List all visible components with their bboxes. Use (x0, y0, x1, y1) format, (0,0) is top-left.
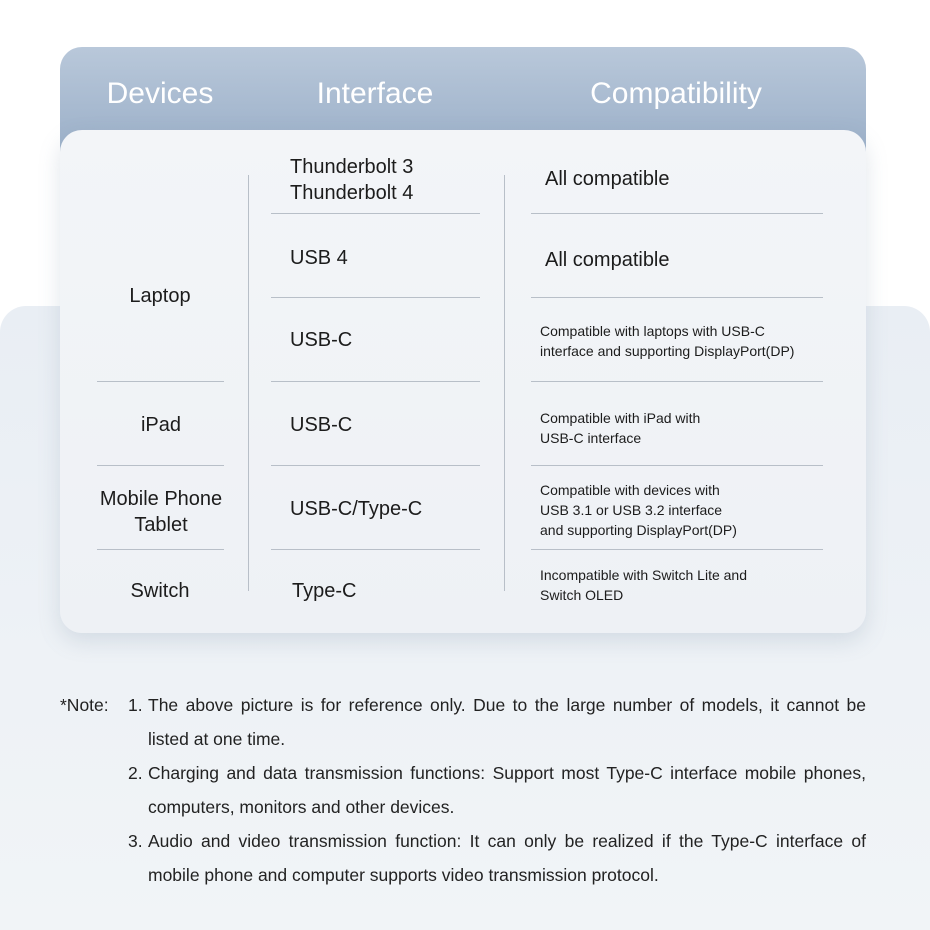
device-switch (60, 577, 260, 605)
device-laptop (60, 282, 260, 310)
compatibility-text: Switch OLED (540, 587, 624, 603)
compatibility-cell (540, 480, 825, 540)
row-divider (97, 549, 224, 550)
compatibility-cell (540, 408, 825, 448)
note-item (128, 824, 866, 892)
compatibility-text: Compatible with iPad with (540, 410, 701, 426)
device-ipad-label: iPad (140, 414, 182, 436)
interface-cell (292, 577, 492, 605)
device-mobile-tablet (60, 485, 262, 539)
interface-label: USB-C (290, 329, 353, 351)
row-divider (531, 297, 823, 298)
compatibility-text: USB 3.1 or USB 3.2 interface (540, 502, 723, 518)
row-divider (531, 381, 823, 382)
row-divider (97, 465, 224, 466)
note-number: 2. (128, 763, 143, 783)
compatibility-text: All compatible (545, 249, 670, 271)
row-divider (531, 465, 823, 466)
device-switch-label: Switch (130, 580, 190, 602)
interface-cell (290, 411, 490, 439)
header-interface: Interface (316, 77, 434, 110)
note-text: The above picture is for reference only. Due to the large number of models, it cannot be listed at one time. (148, 695, 866, 749)
row-divider (271, 213, 480, 214)
note-text: Audio and video transmission function: It can only be realized if the Type-C interface of mobile phone and computer supports video transmission protocol. (148, 831, 866, 885)
note-item (128, 756, 866, 824)
compatibility-text: Incompatible with Switch Lite and (540, 567, 747, 583)
row-divider (271, 381, 480, 382)
row-divider (531, 213, 823, 214)
device-laptop-label: Laptop (129, 285, 191, 307)
interface-label: Thunderbolt 3 (290, 156, 414, 178)
interface-cell (290, 495, 490, 523)
compatibility-text: All compatible (545, 168, 670, 190)
header-compatibility: Compatibility (590, 77, 762, 110)
compatibility-text: and supporting DisplayPort(DP) (540, 522, 737, 538)
interface-label: Thunderbolt 4 (290, 182, 414, 204)
interface-cell (290, 153, 490, 207)
device-mobile-label: Mobile Phone (99, 488, 223, 510)
note-number: 3. (128, 831, 143, 851)
interface-label: USB-C (290, 414, 353, 436)
row-divider (531, 549, 823, 550)
row-divider (271, 465, 480, 466)
compatibility-cell (540, 565, 825, 605)
interface-label: Type-C (292, 580, 357, 602)
interface-label: USB 4 (290, 247, 348, 269)
compatibility-text: Compatible with laptops with USB-C (540, 323, 765, 339)
compatibility-cell (545, 246, 825, 274)
header-devices: Devices (106, 77, 214, 110)
device-tablet-label: Tablet (134, 514, 188, 536)
note-label: *Note: (60, 695, 109, 715)
note-item (128, 688, 866, 756)
row-divider (97, 381, 224, 382)
compatibility-cell (545, 165, 825, 193)
row-divider (271, 297, 480, 298)
interface-label: USB-C/Type-C (290, 498, 423, 520)
compatibility-text: Compatible with devices with (540, 482, 720, 498)
compatibility-text: USB-C interface (540, 430, 642, 446)
device-ipad (60, 411, 262, 439)
interface-cell (290, 244, 490, 272)
note-number: 1. (128, 695, 143, 715)
interface-cell (290, 326, 490, 354)
row-divider (271, 549, 480, 550)
column-divider-2 (504, 175, 505, 591)
compatibility-cell (540, 321, 830, 361)
note-text: Charging and data transmission functions: Support most Type-C interface mobile phones, computers, monitors and other devices. (148, 763, 866, 817)
compatibility-text: interface and supporting DisplayPort(DP) (540, 343, 795, 359)
